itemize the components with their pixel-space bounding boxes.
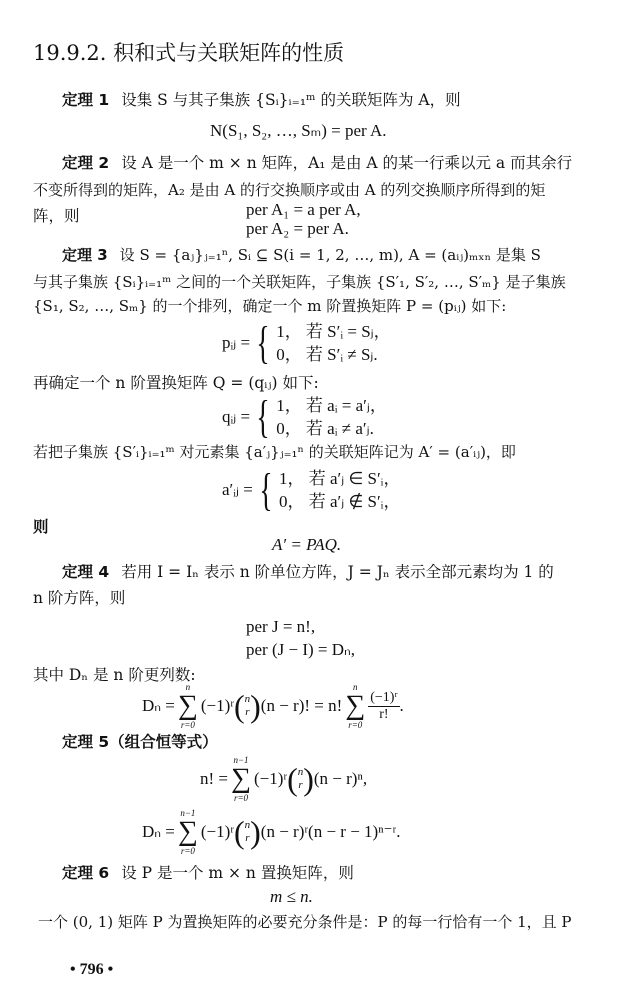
page-number: • 796 •: [70, 961, 114, 978]
f2-after: (n − r)ʳ(n − r − 1)ⁿ⁻ʳ.: [260, 822, 401, 841]
binom-bottom: r: [298, 779, 303, 791]
theorem6-text: 设 P 是一个 m × n 置换矩阵，则: [121, 864, 354, 882]
theorem2-line3: 阵，则: [33, 207, 80, 225]
theorem1-formula: N(S₁, S₂, …, Sₘ) = per A.: [210, 121, 387, 140]
a-lhs: a′ᵢⱼ =: [222, 480, 253, 499]
frac-num: (−1)ʳ: [370, 689, 398, 705]
theorem6-label: 定理 6: [62, 864, 110, 882]
sum-lower: r=0: [180, 720, 195, 730]
brace-icon: {: [256, 391, 270, 442]
binom-bottom: r: [245, 706, 250, 718]
q-case1: 1， 若 aᵢ = a′ⱼ，: [276, 396, 387, 415]
theorem6-formula: m ≤ n.: [270, 887, 313, 906]
a-piecewise: [222, 464, 401, 515]
p-case2: 0， 若 S′ᵢ ≠ Sⱼ.: [276, 345, 378, 364]
a-case2: 0， 若 a′ⱼ ∉ S′ᵢ，: [278, 492, 401, 511]
theorem2-line2: 不变所得到的矩阵，A₂ 是由 A 的行交换顺序或由 A 的列交换顺序所得到的矩: [33, 181, 546, 199]
term: (−1)ʳ: [200, 696, 234, 715]
theorem4-formula1: per J = n!,: [246, 617, 316, 636]
theorem6-statement: [62, 863, 354, 883]
then-label: 则: [33, 517, 49, 536]
a-case1: 1， 若 a′ⱼ ∈ S′ᵢ，: [278, 469, 401, 488]
binom-bottom: r: [245, 832, 250, 844]
binom-top: n: [244, 819, 251, 831]
brace-icon: {: [256, 317, 270, 368]
theorem1-text: 设集 S 与其子集族 {Sᵢ}ᵢ₌₁ᵐ 的关联矩阵为 A，则: [121, 91, 461, 109]
theorem3-label: 定理 3: [62, 246, 108, 264]
fraction: [368, 690, 399, 723]
theorem4-line2: n 阶方阵，则: [33, 589, 126, 607]
theorem3-text: 设 S = {aⱼ}ⱼ₌₁ⁿ, Sᵢ ⊆ S(i = 1, 2, …, m), A = (aᵢⱼ)ₘₓₙ 是集 S: [119, 246, 541, 264]
theorem2-text: 设 A 是一个 m × n 矩阵，A₁ 是由 A 的某一行乘以元 a 而其余行: [121, 154, 573, 172]
binomial: ( n r ): [233, 688, 261, 724]
sum-symbol: n ∑ r=0: [345, 682, 366, 730]
theorem1-label: 定理 1: [62, 91, 110, 109]
sum-upper: n: [353, 682, 358, 692]
theorem3-line2: 与其子集族 {Sᵢ}ᵢ₌₁ᵐ 之间的一个关联矩阵，子集族 {S′₁, S′₂, …, S′ₘ} 是子集族: [33, 273, 566, 291]
sum-symbol: n−1 ∑ r=0: [177, 808, 198, 856]
a-intro: 若把子集族 {S′ᵢ}ᵢ₌₁ᵐ 对元素集 {a′ⱼ}ⱼ₌₁ⁿ 的关联矩阵记为 A′ = (a′ᵢⱼ)，即: [33, 443, 516, 461]
after-binom: (n − r)! = n!: [260, 696, 343, 715]
theorem5-title: 定理 5（组合恒等式）: [62, 733, 218, 751]
f1-after: (n − r)ⁿ,: [313, 769, 368, 788]
frac-den: r!: [379, 706, 389, 722]
theorem2-label: 定理 2: [62, 154, 110, 172]
brace-icon: {: [259, 464, 273, 515]
sum-upper: n−1: [233, 755, 249, 765]
theorem3-formula: A′ = PAQ.: [272, 535, 342, 554]
p-lhs: pᵢⱼ =: [222, 333, 251, 352]
q-intro: 再确定一个 n 阶置换矩阵 Q = (qᵢⱼ) 如下:: [33, 374, 319, 392]
term: (−1)ʳ: [200, 822, 234, 841]
sum-lower: r=0: [233, 793, 249, 803]
dn-lhs: Dₙ =: [142, 696, 175, 715]
theorem6-last-line: 一个 (0, 1) 矩阵 P 为置换矩阵的必要充分条件是：P 的每一行恰有一个 1，且 P: [38, 913, 572, 931]
theorem4-label: 定理 4: [62, 563, 110, 581]
f1-lhs: n! =: [200, 769, 228, 788]
theorem5-formula1: [200, 755, 367, 803]
theorem4-text: 若用 I = Iₙ 表示 n 阶单位方阵，J = Jₙ 表示全部元素均为 1 的: [121, 563, 554, 581]
sum-upper: n: [185, 682, 191, 692]
p-case1: 1， 若 S′ᵢ = Sⱼ，: [276, 322, 391, 341]
theorem2-formula1: per A₁ = a per A,: [246, 200, 361, 219]
q-case2: 0， 若 aᵢ ≠ a′ⱼ.: [276, 419, 374, 438]
theorem2-formula2: per A₂ = per A.: [246, 219, 349, 238]
theorem5-formula2: [142, 808, 400, 856]
f2-lhs: Dₙ =: [142, 822, 175, 841]
q-lhs: qᵢⱼ =: [222, 407, 251, 426]
theorem3-line1: [62, 245, 541, 265]
sum-symbol: n ∑ r=0: [177, 682, 198, 730]
derangement-intro: 其中 Dₙ 是 n 阶更列数:: [33, 666, 196, 684]
p-piecewise: [222, 317, 391, 368]
sum-symbol: n−1 ∑ r=0: [231, 755, 251, 803]
theorem4-line1: [62, 562, 554, 582]
theorem3-line3: {S₁, S₂, …, Sₘ} 的一个排列，确定一个 m 阶置换矩阵 P = (pᵢⱼ) 如下:: [33, 297, 507, 315]
section-title: 19.9.2. 积和式与关联矩阵的性质: [33, 41, 345, 65]
binom-top: n: [297, 766, 304, 778]
sum-lower: r=0: [348, 720, 363, 730]
derangement-formula: [142, 682, 404, 730]
theorem5-label: [62, 732, 230, 752]
theorem2-line1: [62, 153, 572, 173]
theorem1-statement: [62, 90, 461, 110]
binom-top: n: [244, 693, 251, 705]
period: .: [399, 696, 404, 715]
sum-lower: r=0: [180, 846, 195, 856]
term: (−1)ʳ: [253, 769, 288, 788]
sum-upper: n−1: [180, 808, 196, 818]
binomial: ( n r ): [287, 761, 314, 797]
theorem4-formula2: per (J − I) = Dₙ,: [246, 640, 356, 659]
binomial: ( n r ): [233, 814, 261, 850]
q-piecewise: [222, 391, 387, 442]
